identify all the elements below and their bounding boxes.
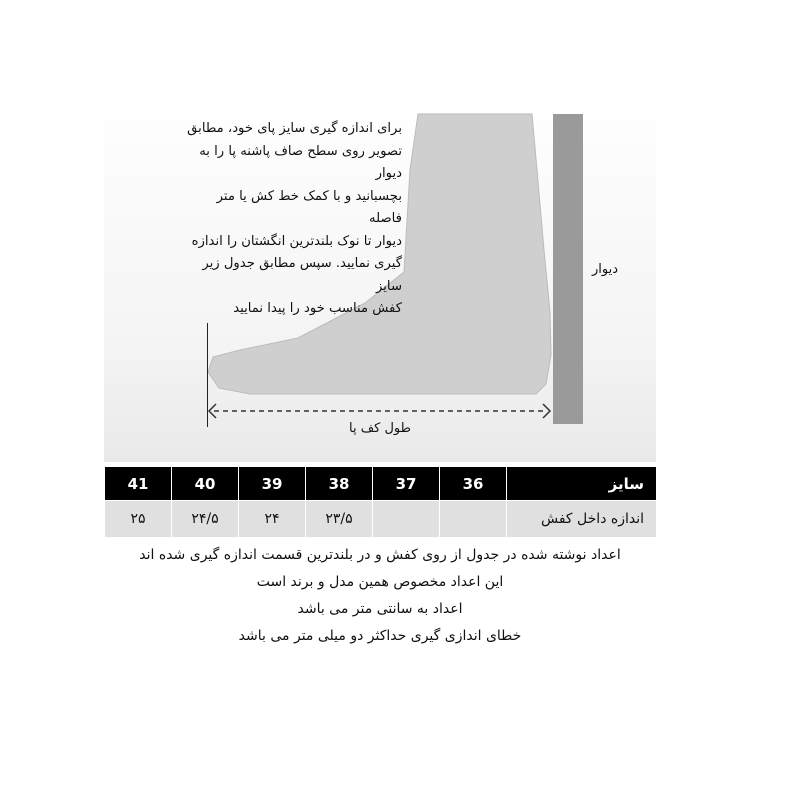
- foot-length-label: طول کف پا: [349, 421, 411, 436]
- inner-length-cell: ۲۵: [105, 501, 172, 538]
- arrow-right-head: [543, 404, 550, 418]
- instruction-line: تصویر روی سطح صاف پاشنه پا را به دیوار: [199, 143, 402, 181]
- inner-length-row-label: اندازه داخل کفش: [507, 501, 657, 538]
- size-cell: 38: [306, 467, 373, 501]
- inner-length-cell: ۲۴/۵: [172, 501, 239, 538]
- inner-length-cell: ۲۴: [239, 501, 306, 538]
- note-line: خطای اندازی گیری حداکثر دو میلی متر می باشد: [238, 628, 522, 644]
- note-line: این اعداد مخصوص همین مدل و برند است: [256, 574, 504, 590]
- size-cell: 39: [239, 467, 306, 501]
- instruction-line: بچسبانید و با کمک خط کش یا متر فاصله: [216, 188, 402, 226]
- instruction-line: گیری نمایید. سپس مطابق جدول زیر سایز: [202, 256, 402, 294]
- instruction-line: کفش مناسب خود را پیدا نمایید: [233, 301, 402, 316]
- note-line: اعداد نوشته شده در جدول از روی کفش و در بلندترین قسمت اندازه گیری شده اند: [139, 547, 621, 563]
- inner-length-row: [105, 501, 657, 538]
- size-cell: 37: [373, 467, 440, 501]
- size-row: [105, 467, 657, 501]
- size-row-label: سایز: [507, 467, 657, 501]
- instruction-line: برای اندازه گیری سایز پای خود، مطابق: [187, 121, 402, 136]
- inner-length-cell: ۲۳/۵: [306, 501, 373, 538]
- wall: [553, 114, 583, 424]
- size-cell: 41: [105, 467, 172, 501]
- wall-label: دیوار: [592, 262, 619, 277]
- notes: [104, 542, 656, 650]
- inner-length-cell: [440, 501, 507, 538]
- instruction-line: دیوار تا نوک بلندترین انگشتان را اندازه: [191, 233, 402, 249]
- size-cell: 40: [172, 467, 239, 501]
- size-table: [104, 466, 657, 538]
- measurement-instructions: [186, 118, 402, 321]
- note-line: اعداد به سانتی متر می باشد: [297, 601, 463, 617]
- toe-marker-line: [207, 323, 208, 427]
- inner-length-cell: [373, 501, 440, 538]
- size-cell: 36: [440, 467, 507, 501]
